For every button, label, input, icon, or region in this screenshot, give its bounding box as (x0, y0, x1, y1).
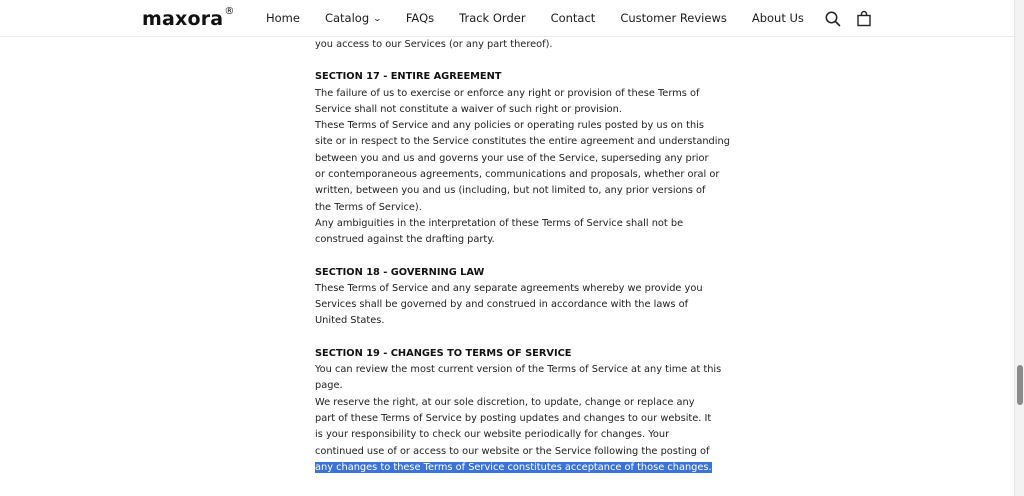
section-title: SECTION 17 - ENTIRE AGREEMENT (315, 71, 502, 83)
paragraph-line: page. (315, 380, 343, 392)
nav-catalog[interactable] (325, 11, 381, 25)
paragraph-line: These Terms of Service and any policies or operating rules posted by us on this (315, 120, 704, 132)
nav-label: Catalog (324, 11, 370, 25)
nav-label: FAQs (405, 11, 435, 25)
terms-content (315, 37, 730, 492)
paragraph-line: Service shall not constitute a waiver of such right or provision. (315, 103, 623, 115)
header-actions (824, 10, 886, 28)
nav-track-order[interactable] (459, 11, 525, 25)
paragraph-line: you access to our Services (or any part thereof). (315, 39, 553, 50)
intro-block (315, 37, 710, 53)
nav-about-us[interactable] (752, 11, 804, 25)
paragraph-line: part of these Terms of Service by posting updates and changes to our website. It (315, 412, 712, 424)
section-title: SECTION 18 - GOVERNING LAW (315, 266, 485, 278)
paragraph-line: Services shall be governed by and construed in accordance with the laws of (315, 299, 689, 311)
paragraph-line: site or in respect to the Service constitutes the entire agreement and understanding (315, 136, 730, 148)
paragraph-line: or contemporaneous agreements, communications and proposals, whether oral or (315, 169, 720, 181)
nav-customer-reviews[interactable] (620, 11, 727, 25)
paragraph-line: the Terms of Service). (315, 201, 422, 213)
paragraph-line: You can review the most current version of the Terms of Service at any time at this (315, 364, 722, 376)
page-scrollbar[interactable] (1014, 0, 1024, 496)
scroll-thumb[interactable] (1017, 365, 1023, 405)
nav-label: Track Order (459, 11, 526, 25)
nav-contact[interactable] (551, 11, 596, 25)
paragraph-line: between you and us and governs your use of the Service, superseding any prior (315, 152, 709, 164)
paragraph-line: construed against the drafting party. (315, 234, 495, 246)
paragraph-line: These Terms of Service and any separate agreements whereby we provide you (315, 282, 703, 294)
search-icon[interactable] (824, 10, 842, 28)
nav-label: Customer Reviews (620, 11, 727, 25)
paragraph-line: is your responsibility to check our website periodically for changes. Your (315, 429, 670, 441)
nav-label: About Us (751, 11, 804, 25)
cart-icon[interactable] (855, 10, 873, 28)
nav-home[interactable] (266, 11, 300, 25)
nav-label: Home (266, 11, 300, 25)
paragraph-line: written, between you and us (including, but not limited to, any prior versions of (315, 185, 706, 197)
paragraph-line: We reserve the right, at our sole discretion, to update, change or replace any (315, 396, 695, 408)
site-logo[interactable] (142, 8, 235, 30)
section-title: SECTION 19 - CHANGES TO TERMS OF SERVICE (315, 347, 572, 359)
text-selection[interactable]: any changes to these Terms of Service constitutes acceptance of those changes. (315, 461, 712, 473)
main-nav (266, 11, 829, 25)
logo-registered-mark: ® (224, 6, 235, 17)
paragraph-line: United States. (315, 315, 385, 327)
nav-label: Contact (550, 11, 596, 25)
paragraph-line: continued use of or access to our website or the Service following the posting of (315, 445, 710, 457)
section-19 (315, 346, 722, 476)
logo-text: maxora (142, 8, 224, 30)
paragraph-line: Any ambiguities in the interpretation of these Terms of Service shall not be (315, 217, 684, 229)
chevron-down-icon: ⌄ (372, 13, 383, 23)
section-18 (315, 265, 710, 330)
site-header (0, 0, 1014, 37)
highlighted-line (315, 460, 710, 476)
section-17 (315, 69, 730, 248)
nav-faqs[interactable] (406, 11, 434, 25)
paragraph-line: The failure of us to exercise or enforce any right or provision of these Terms of (315, 87, 700, 99)
